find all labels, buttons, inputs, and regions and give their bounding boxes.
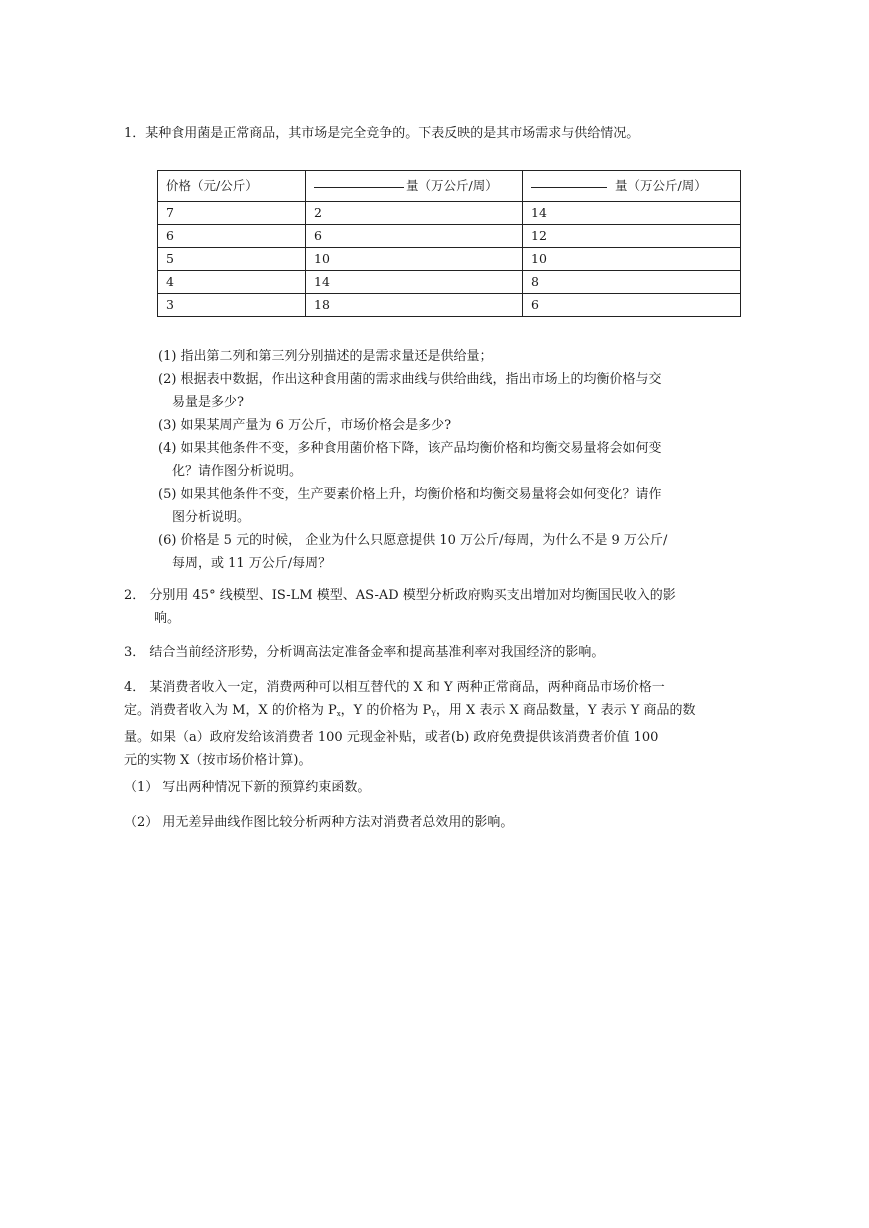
table-cell: 7: [158, 202, 306, 225]
subquestion-4: (4) 如果其他条件不变，多种食用菌价格下降，该产品均衡价格和均衡交易量将会如何变 化？请作图分析说明。: [158, 441, 662, 479]
table-cell: 14: [523, 202, 741, 225]
question-4: 4． 某消费者收入一定，消费两种可以相互替代的 X 和 Y 两种正常商品，两种商品市场价格一 定。消费者收入为 M，X 的价格为 $P_x$，Y 的价格为 $P_Y$，用 X 表示 X 商品数量，Y 表示 Y 商品的数 量。如果（a）政府发给该消费者 100 元现金补贴，或者(b) 政府免费提供该消费者价值 100 元的实物 X（按市场价格计算)。: [124, 680, 696, 768]
subquestion-5: (5) 如果其他条件不变，生产要素价格上升，均衡价格和均衡交易量将会如何变化？请作 图分析说明。: [158, 487, 662, 525]
q4-subquestion-1: （1） 写出两种情况下新的预算约束函数。: [124, 780, 371, 795]
table-cell: 6: [158, 225, 306, 248]
q1-subquestions: [158, 345, 758, 575]
table-cell: 10: [306, 248, 523, 271]
table-row: [158, 248, 741, 271]
table-row: [158, 225, 741, 248]
header-col3: 量（万公斤/周）: [523, 171, 741, 202]
table-cell: 8: [523, 271, 741, 294]
subquestion-2: (2) 根据表中数据，作出这种食用菌的需求曲线与供给曲线，指出市场上的均衡价格与交 易量是多少?: [158, 372, 662, 410]
table-cell: 4: [158, 271, 306, 294]
table-cell: 10: [523, 248, 741, 271]
table-row: [158, 294, 741, 317]
header-price: 价格（元/公斤）: [158, 171, 306, 202]
table-cell: 18: [306, 294, 523, 317]
subquestion-1: (1) 指出第二列和第三列分别描述的是需求量还是供给量；: [158, 349, 493, 364]
q1-intro: 1．某种食用菌是正常商品，其市场是完全竞争的。下表反映的是其市场需求与供给情况。: [124, 126, 640, 141]
table-cell: 2: [306, 202, 523, 225]
table-cell: 6: [523, 294, 741, 317]
table-cell: 3: [158, 294, 306, 317]
question-3: 3． 结合当前经济形势，分析调高法定准备金率和提高基准利率对我国经济的影响。: [124, 645, 605, 660]
table-cell: 12: [523, 225, 741, 248]
supply-demand-table: [157, 170, 741, 317]
table-cell: 6: [306, 225, 523, 248]
table-header-row: [158, 171, 741, 202]
subquestion-6: (6) 价格是 5 元的时候， 企业为什么只愿意提供 10 万公斤/每周，为什么不是 9 万公斤/ 每周，或 11 万公斤/每周？: [158, 533, 668, 571]
subquestion-3: (3) 如果某周产量为 6 万公斤，市场价格会是多少?: [158, 418, 452, 433]
table-cell: 14: [306, 271, 523, 294]
header-col2: 量（万公斤/周）: [306, 171, 523, 202]
fill-in-blank: [314, 173, 404, 188]
table-row: [158, 202, 741, 225]
q4-subquestion-2: （2） 用无差异曲线作图比较分析两种方法对消费者总效用的影响。: [124, 815, 514, 830]
question-2: 2． 分别用 45° 线模型、IS-LM 模型、AS-AD 模型分析政府购买支出增加对均衡国民收入的影 响。: [124, 588, 676, 626]
fill-in-blank: [531, 173, 607, 188]
table-cell: 5: [158, 248, 306, 271]
table-row: [158, 271, 741, 294]
